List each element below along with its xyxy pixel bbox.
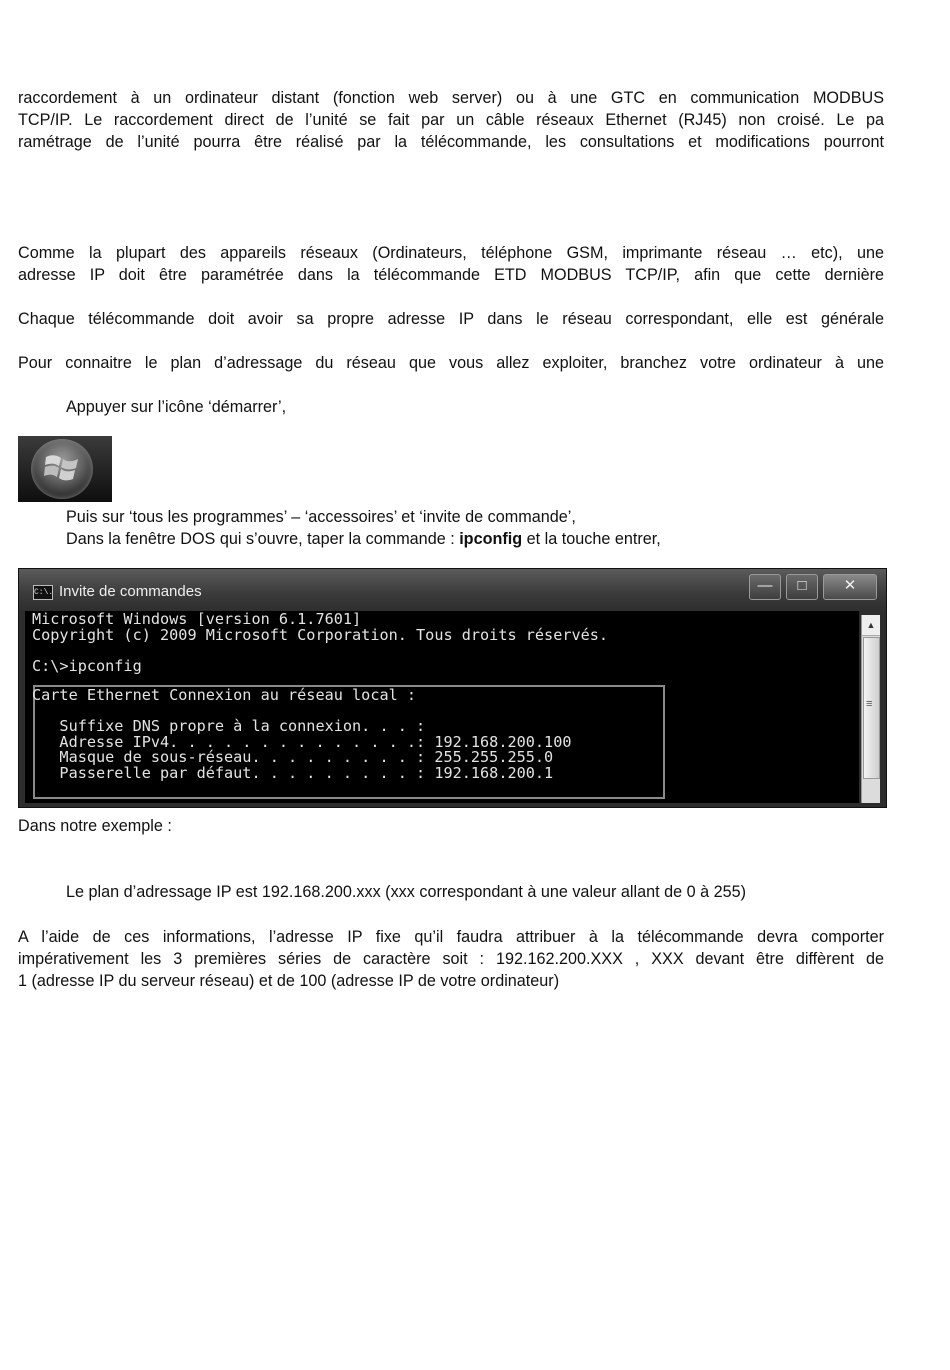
scroll-up-icon[interactable]: ▲ (862, 615, 880, 636)
windows-start-button-image (18, 436, 112, 502)
step-ipconfig (66, 528, 661, 550)
conclusion-line: impérativement les 3 premières séries de caractère soit : 192.162.200.XXX , XXX devant être diffèrent de (18, 950, 884, 968)
windows-logo-icon (31, 439, 93, 499)
vertical-scrollbar[interactable] (861, 615, 880, 803)
intro-line: TCP/IP. Le raccordement direct de l’unité se fait par un câble réseaux Ethernet (RJ45) non croisé. Le pa (18, 111, 884, 129)
grip-icon: ≡ (866, 698, 873, 710)
each-remote-paragraph (18, 308, 884, 330)
step-start: Appuyer sur l’icône ‘démarrer’, (66, 398, 287, 416)
network-paragraph (18, 242, 884, 286)
step-ipconfig-suffix: et la touche entrer, (522, 530, 661, 548)
close-icon[interactable]: ✕ (823, 574, 877, 600)
example-heading: Dans notre exemple : (18, 817, 172, 835)
console-line: Microsoft Windows [version 6.1.7601] (32, 610, 362, 628)
conclusion-line: 1 (adresse IP du serveur réseau) et de 100 (adresse IP de votre ordinateur) (18, 972, 560, 990)
to-know-line: Pour connaitre le plan d’adressage du réseau que vous allez exploiter, branchez votre ordinateur à une (18, 354, 884, 372)
command-prompt-window (18, 568, 887, 808)
window-title-bar (19, 569, 886, 611)
intro-paragraph (18, 87, 884, 153)
each-remote-line: Chaque télécommande doit avoir sa propre adresse IP dans le réseau correspondant, elle est générale (18, 310, 884, 328)
dns-suffix-line: Suffixe DNS propre à la connexion. . . : (32, 717, 426, 735)
network-line: Comme la plupart des appareils réseaux (Ordinateurs, téléphone GSM, imprimante réseau … etc), une (18, 244, 884, 262)
intro-line: ramétrage de l’unité pourra être réalisé par la télécommande, les consultations et modifications pourront (18, 133, 884, 151)
gateway-line: Passerelle par défaut. . . . . . . . . : 192.168.200.1 (32, 763, 554, 782)
console-output (25, 611, 859, 803)
scroll-thumb[interactable] (863, 637, 880, 779)
to-know-paragraph (18, 352, 884, 374)
cmd-icon: C:\. (33, 585, 53, 600)
network-line: adresse IP doit être paramétrée dans la télécommande ETD MODBUS TCP/IP, afin que cette dernière (18, 266, 884, 284)
ipconfig-output (32, 688, 571, 781)
intro-line: raccordement à un ordinateur distant (fonction web server) ou à une GTC en communication MODBUS (18, 89, 884, 107)
subnet-mask-line: Masque de sous-réseau. . . . . . . . . : 255.255.255.0 (32, 748, 554, 766)
address-plan: Le plan d’adressage IP est 192.168.200.xxx (xxx correspondant à une valeur allant de 0 à 255) (66, 883, 747, 901)
minimize-icon[interactable]: — (749, 574, 781, 600)
maximize-icon[interactable]: □ (786, 574, 818, 600)
adapter-line: Carte Ethernet Connexion au réseau local : (32, 686, 417, 704)
ipv4-line: Adresse IPv4. . . . . . . . . . . . . .: 192.168.200.100 (32, 732, 572, 751)
console-line: Copyright (c) 2009 Microsoft Corporation. Tous droits réservés. (32, 625, 609, 644)
step-ipconfig-text: Dans la fenêtre DOS qui s’ouvre, taper la commande : (66, 530, 460, 548)
ipconfig-command: ipconfig (459, 530, 523, 548)
conclusion-paragraph (18, 926, 884, 992)
step-programs: Puis sur ‘tous les programmes’ – ‘accessoires’ et ‘invite de commande’, (66, 508, 576, 526)
window-title: Invite de commandes (59, 583, 202, 600)
conclusion-line: A l’aide de ces informations, l’adresse IP fixe qu’il faudra attribuer à la télécommande devra comporter (18, 928, 884, 946)
console-command-line: C:\>ipconfig (32, 656, 142, 675)
console-header (32, 612, 608, 674)
